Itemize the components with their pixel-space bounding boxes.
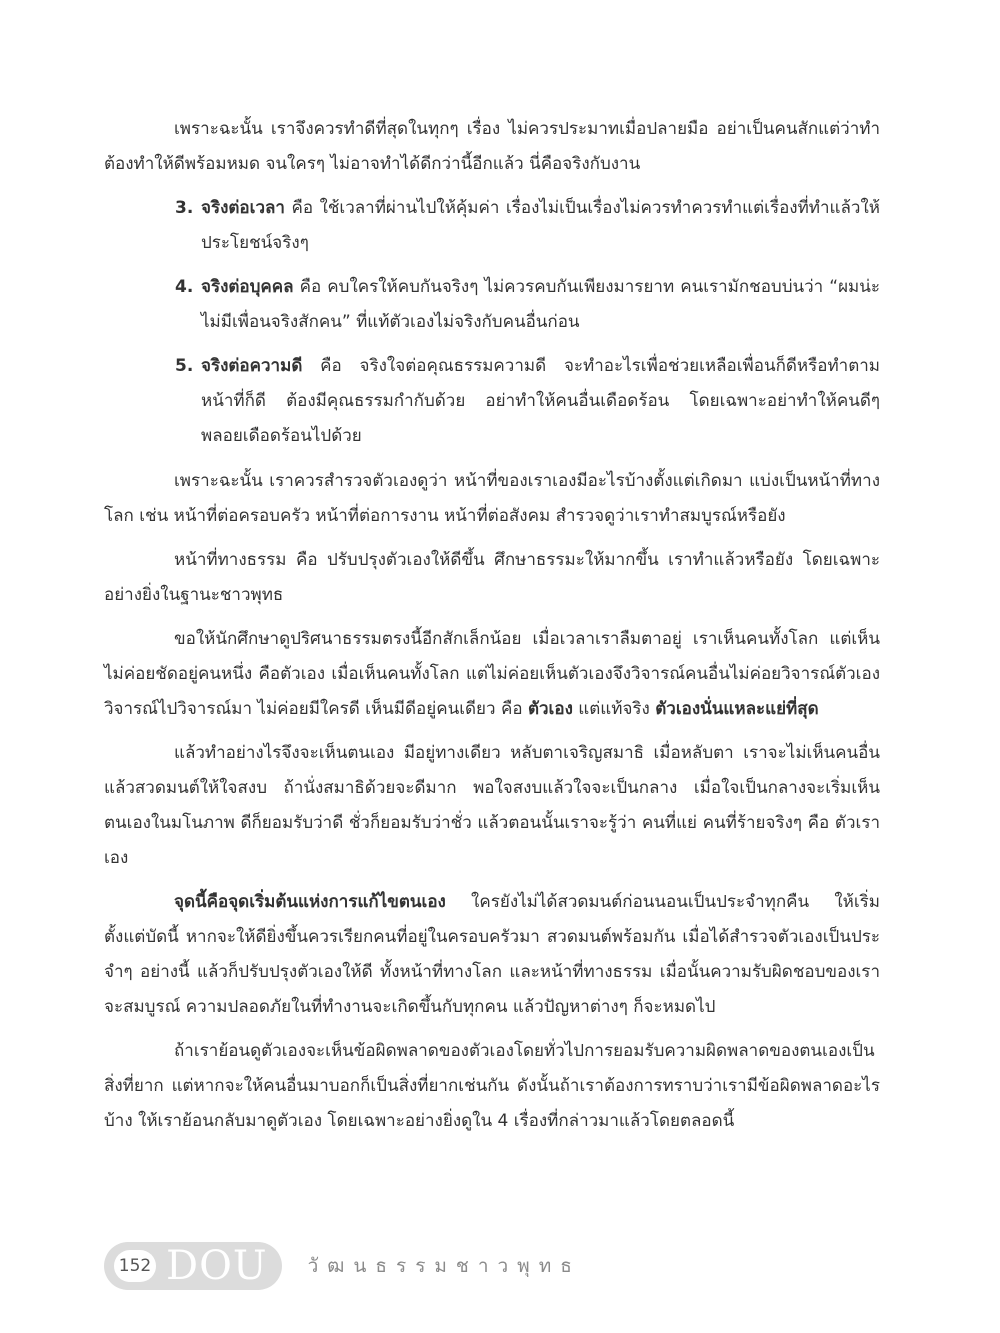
list-number: 5. — [175, 356, 194, 376]
dou-logo: DOU — [166, 1243, 268, 1289]
list-title: จริงต่อบุคคล — [201, 277, 294, 297]
list-body — [201, 349, 880, 454]
list-item-3 — [175, 191, 880, 261]
paragraph-6 — [104, 885, 880, 1025]
paragraph-4-bold-2: ตัวเองนั่นแหละแย่ที่สุด — [655, 699, 819, 719]
paragraph-6-bold: จุดนี้คือจุดเริ่มต้นแห่งการแก้ไขตนเอง — [174, 892, 446, 912]
paragraph-4-text-2: แต่แท้จริง — [572, 699, 656, 719]
page-footer — [104, 1240, 880, 1292]
list-text: คือ คบใครให้คบกันจริงๆ ไม่ควรคบกันเพียงมารยาท คนเรามักชอบบ่นว่า “ผมน่ะไม่มีเพื่อนจริงสักคน” ที่แท้ตัวเองไม่จริงกับคนอื่นก่อน — [201, 277, 880, 332]
page-number: 152 — [114, 1250, 156, 1282]
course-title: วัฒนธรรมชาวพุทธ — [307, 1255, 581, 1277]
list-title: จริงต่อเวลา — [201, 198, 285, 218]
list-item-4 — [175, 270, 880, 340]
paragraph-4-bold-1: ตัวเอง — [527, 699, 573, 719]
paragraph-4 — [104, 622, 880, 727]
paragraph-2: เพราะฉะนั้น เราควรสำรวจตัวเองดูว่า หน้าที่ของเราเองมีอะไรบ้างตั้งแต่เกิดมา แบ่งเป็นหน้าที่ทางโลก เช่น หน้าที่ต่อครอบครัว หน้าที่ต่อการงาน หน้าที่ต่อสังคม สำรวจดูว่าเราทำสมบูรณ์หรือยัง — [104, 471, 880, 526]
list-number: 4. — [175, 277, 194, 297]
numbered-list — [104, 191, 880, 454]
paragraph-1: เพราะฉะนั้น เราจึงควรทำดีที่สุดในทุกๆ เรื่อง ไม่ควรประมาทเมื่อปลายมือ อย่าเป็นคนสักแต่ว่าทำ ต้องทำให้ดีพร้อมหมด จนใครๆ ไม่อาจทำได้ดีกว่านี้อีกแล้ว นี่คือจริงกับงาน — [104, 119, 880, 174]
list-text: คือ จริงใจต่อคุณธรรมความดี จะทำอะไรเพื่อช่วยเหลือเพื่อนก็ดีหรือทำตามหน้าที่ก็ดี ต้องมีคุณธรรมกำกับด้วย อย่าทำให้คนอื่นเดือดร้อน โดยเฉพาะอย่าทำให้คนดีๆ พลอยเดือดร้อนไปด้วย — [201, 356, 880, 446]
paragraph-5: แล้วทำอย่างไรจึงจะเห็นตนเอง มีอยู่ทางเดียว หลับตาเจริญสมาธิ เมื่อหลับตา เราจะไม่เห็นคนอื่น แล้วสวดมนต์ให้ใจสงบ ถ้านั่งสมาธิด้วยจะดีมาก พอใจสงบแล้วใจจะเป็นกลาง เมื่อใจเป็นกลางจะเริ่มเห็นตนเองในมโนภาพ ดีก็ยอมรับว่าดี ชั่วก็ยอมรับว่าชั่ว แล้วตอนนั้นเราจะรู้ว่า คนที่แย่ คนที่ร้ายจริงๆ คือ ตัวเราเอง — [104, 743, 880, 868]
page-body — [104, 112, 880, 1148]
footer-badge — [104, 1242, 282, 1290]
paragraph-6-text: ใครยังไม่ได้สวดมนต์ก่อนนอนเป็นประจำทุกคืน ให้เริ่มตั้งแต่บัดนี้ หากจะให้ดียิ่งขึ้นควรเรียกคนที่อยู่ในครอบครัวมา สวดมนต์พร้อมกัน เมื่อได้สำรวจตัวเองเป็นประจำๆ อย่างนี้ แล้วก็ปรับปรุงตัวเองให้ดี ทั้งหน้าที่ทางโลก และหน้าที่ทางธรรม เมื่อนั้นความรับผิดชอบของเราจะสมบูรณ์ ความปลอดภัยในที่ทำงานจะเกิดขึ้นกับทุกคน แล้วปัญหาต่างๆ ก็จะหมดไป — [104, 892, 880, 1017]
list-body — [201, 191, 880, 261]
list-number: 3. — [175, 198, 194, 218]
paragraph-4-text: ขอให้นักศึกษาดูปริศนาธรรมตรงนี้อีกสักเล็กน้อย เมื่อเวลาเราลืมตาอยู่ เราเห็นคนทั้งโลก แต่เห็นไม่ค่อยชัดอยู่คนหนึ่ง คือตัวเอง เมื่อเห็นคนทั้งโลก แต่ไม่ค่อยเห็นตัวเองจึงวิจารณ์คนอื่นไม่ค่อยวิจารณ์ตัวเอง วิจารณ์ไปวิจารณ์มา ไม่ค่อยมีใครดี เห็นมีดีอยู่คนเดียว คือ — [104, 629, 880, 719]
paragraph-7: ถ้าเราย้อนดูตัวเองจะเห็นข้อผิดพลาดของตัวเองโดยทั่วไปการยอมรับความผิดพลาดของตนเองเป็นสิ่งที่ยาก แต่หากจะให้คนอื่นมาบอกก็เป็นสิ่งที่ยากเช่นกัน ดังนั้นถ้าเราต้องการทราบว่าเรามีข้อผิดพลาดอะไรบ้าง ให้เราย้อนกลับมาดูตัวเอง โดยเฉพาะอย่างยิ่งดูใน 4 เรื่องที่กล่าวมาแล้วโดยตลอดนี้ — [104, 1041, 880, 1131]
list-body — [201, 270, 880, 340]
list-title: จริงต่อความดี — [201, 356, 303, 376]
list-text: คือ ใช้เวลาที่ผ่านไปให้คุ้มค่า เรื่องไม่เป็นเรื่องไม่ควรทำควรทำแต่เรื่องที่ทำแล้วให้ประโยชน์จริงๆ — [201, 198, 880, 253]
list-item-5 — [175, 349, 880, 454]
paragraph-3: หน้าที่ทางธรรม คือ ปรับปรุงตัวเองให้ดีขึ้น ศึกษาธรรมะให้มากขึ้น เราทำแล้วหรือยัง โดยเฉพาะอย่างยิ่งในฐานะชาวพุทธ — [104, 550, 880, 605]
